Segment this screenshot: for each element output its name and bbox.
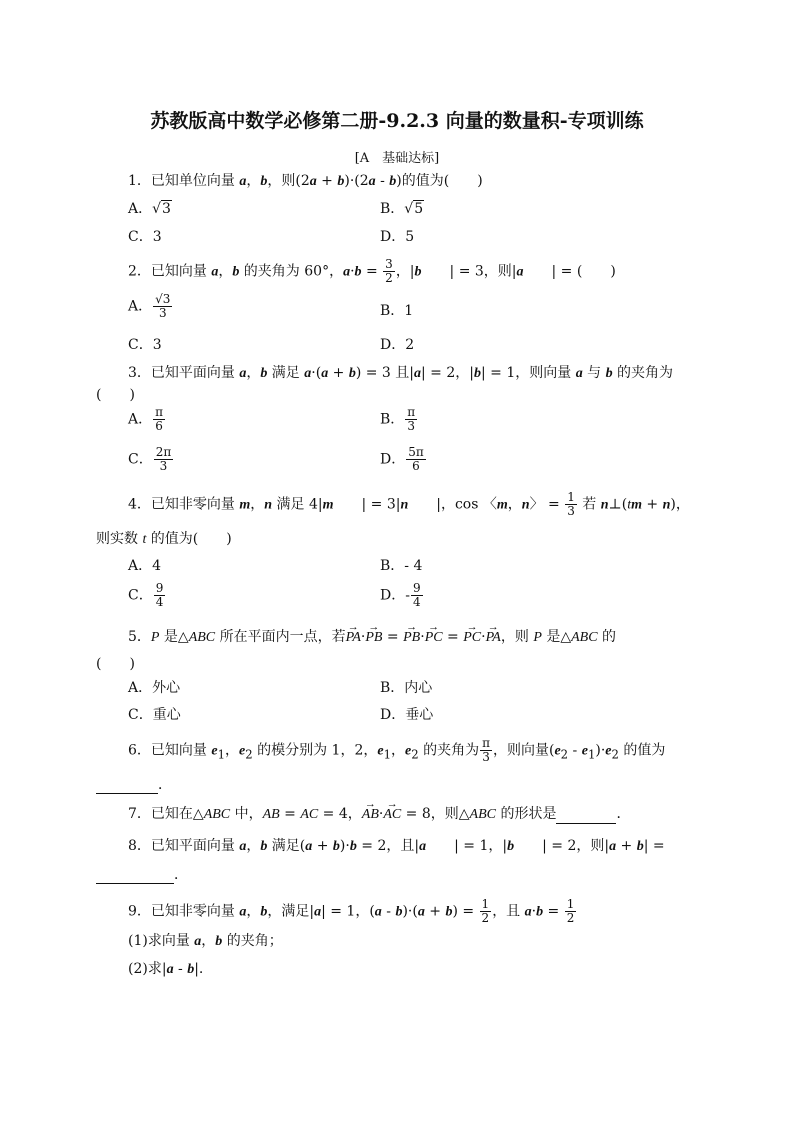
q2-option-a: A． $\frac{√3}{3}$	[128, 292, 171, 320]
q5-paren: ( )	[96, 656, 135, 672]
q3-option-a: A． $\frac{\pi}{6}$	[128, 405, 164, 433]
q2-option-b: B．1	[380, 303, 414, 319]
q2-option-d: D．2	[380, 337, 415, 353]
q1-option-c: C．3	[128, 229, 162, 245]
q9-part-2: (2)求|a - b|.	[128, 961, 204, 977]
q1-option-d: D．5	[380, 229, 415, 245]
q6-answer-blank[interactable]: ．	[96, 776, 172, 794]
q4-option-c: C． $\frac{9}{4}$	[128, 581, 164, 609]
section-heading: [A 基础达标]	[354, 151, 440, 166]
q2-option-c: C．3	[128, 337, 162, 353]
question-4: 4．已知非零向量 m，n 满足 4|m | = 3|n |，cos 〈m，n〉 = $\frac{1}{3}$ 若 n⊥(tm + n)，	[128, 490, 690, 518]
q8-answer-blank[interactable]: ．	[96, 866, 188, 884]
q4-option-a: A．4	[128, 558, 162, 574]
question-8: 8．已知平面向量 a，b 满足(a + b)·b = 2，且|a | = 1，|b | = 2，则|a + b| =	[128, 838, 665, 854]
page-title: 苏教版高中数学必修第二册-9.2.3 向量的数量积-专项训练	[150, 110, 644, 132]
q5-option-b: B．内心	[380, 680, 433, 696]
question-1: 1．已知单位向量 a，b，则(2a + b)·(2a - b)的值为( )	[128, 173, 483, 189]
q1-option-b: B．√5	[380, 201, 424, 217]
q1-option-a: A．√3	[128, 201, 171, 217]
q5-option-c: C．重心	[128, 707, 181, 723]
question-6: 6．已知向量 $e_1$，$e_2$ 的模分别为 1，2，$e_1$，$e_2$ 的夹角为 $\frac{\pi}{3}$ ，则向量$(e_2 - e_1)\cdot e_2$ 的值为	[128, 736, 666, 764]
q9-part-1: (1)求向量 a，b 的夹角；	[128, 933, 283, 949]
q3-option-c: C． $\frac{2\pi}{3}$	[128, 445, 172, 473]
q4-option-b: B．- 4	[380, 558, 423, 574]
question-3: 3．已知平面向量 a，b 满足 a·(a + b) = 3 且|a| = 2，|b| = 1，则向量 a 与 b 的夹角为	[128, 365, 674, 381]
q4-option-d: D．- $\frac{9}{4}$	[380, 581, 421, 609]
question-2: 2．已知向量 a，b 的夹角为 60°，a·b = $\frac{3}{2}$ ，|b | = 3，则|a | = ( )	[128, 257, 616, 285]
q5-option-d: D．垂心	[380, 707, 434, 723]
q3-option-d: D． $\frac{5\pi}{6}$	[380, 445, 424, 473]
q3-paren: ( )	[96, 387, 135, 403]
question-7: 7．已知在△ABC 中，AB = AC = 4，→ AB·→ AC = 8，则△ABC 的形状是 ．	[128, 805, 630, 824]
q5-option-a: A．外心	[128, 680, 181, 696]
q3-option-b: B． $\frac{\pi}{3}$	[380, 405, 416, 433]
question-5: 5．P 是△ABC 所在平面内一点，若→ PA·→ PB = → PB·→ PC = → PC·→ PA，则 P 是△ABC 的	[128, 628, 616, 647]
q4-continuation: 则实数 t 的值为( )	[96, 531, 232, 547]
q7-answer-blank[interactable]	[556, 809, 616, 824]
question-9: 9．已知非零向量 a，b，满足|a| = 1，(a - b)·(a + b) = $\frac{1}{2}$ ，且 a·b = $\frac{1}{2}$	[128, 897, 575, 925]
